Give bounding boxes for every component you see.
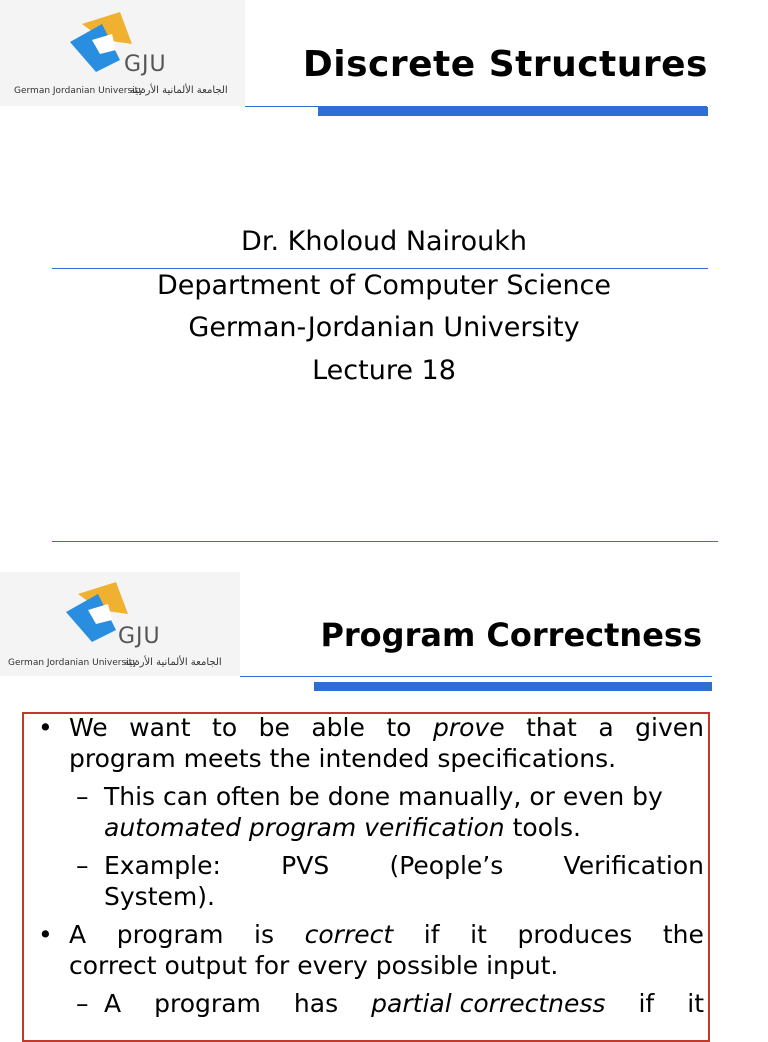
lecture-number: Lecture 18	[312, 355, 456, 386]
author-divider	[52, 268, 708, 269]
word: produces	[517, 920, 633, 949]
slide-title: Program Correctness	[320, 616, 702, 654]
logo-name-en: German Jordanian University	[14, 86, 144, 96]
sub-2-line-2: System).	[104, 882, 215, 911]
sub-3-line-1	[104, 988, 704, 1019]
word: a	[598, 713, 614, 742]
emphasis-phrase: automated program verification	[104, 813, 505, 842]
university-logo	[0, 572, 240, 676]
word: able	[311, 713, 365, 742]
word: (People’s	[389, 851, 504, 880]
bullet-marker: •	[38, 713, 53, 742]
emphasis-word: prove	[432, 713, 505, 742]
word: Verification	[563, 851, 704, 880]
word: to	[212, 713, 238, 742]
sub-1-line-2	[104, 812, 581, 843]
title-underline	[240, 676, 712, 677]
word: the	[662, 920, 704, 949]
word: given	[635, 713, 704, 742]
word: that	[526, 713, 577, 742]
logo-name-ar: الجامعة الألمانية الأردنية	[130, 85, 228, 96]
word: if	[638, 989, 655, 1018]
dash-marker: –	[76, 782, 89, 811]
author-name: Dr. Kholoud Nairoukh	[241, 226, 527, 257]
bullet-2-line-1	[69, 919, 704, 950]
emphasis-phrase: partial correctness	[371, 989, 606, 1018]
slide-title: Discrete Structures	[302, 44, 708, 85]
university-name: German-Jordanian University	[188, 312, 580, 343]
word: if	[423, 920, 440, 949]
title-accent-bar	[318, 107, 708, 116]
logo-name-ar: الجامعة الألمانية الأردنية	[124, 657, 222, 668]
logo-abbr: GJU	[124, 52, 167, 77]
university-logo	[0, 0, 245, 106]
word: A	[104, 989, 122, 1018]
title-accent-bar	[314, 682, 712, 691]
emphasis-word: correct	[304, 920, 394, 949]
logo-name-en: German Jordanian University	[8, 658, 138, 668]
logo-abbr: GJU	[118, 624, 161, 649]
dash-marker: –	[76, 851, 89, 880]
word: program	[116, 920, 224, 949]
word: Example:	[104, 851, 221, 880]
word: A	[69, 920, 87, 949]
word: program	[154, 989, 261, 1018]
slide-bottom-divider	[52, 541, 718, 542]
bullet-1-line-2: program meets the intended specifications.	[69, 744, 617, 773]
bullet-1-line-1	[69, 712, 704, 743]
bullet-marker: •	[38, 920, 53, 949]
word: want	[129, 713, 191, 742]
text: tools.	[504, 813, 581, 842]
word: to	[386, 713, 412, 742]
word: be	[258, 713, 290, 742]
dash-marker: –	[76, 989, 89, 1018]
department-name: Department of Computer Science	[156, 270, 612, 301]
word: PVS	[281, 851, 330, 880]
word: it	[470, 920, 487, 949]
sub-2-line-1	[104, 850, 704, 881]
bullet-2-line-2: correct output for every possible input.	[69, 951, 559, 980]
sub-1-line-1: This can often be done manually, or even by	[104, 782, 663, 811]
word: is	[254, 920, 275, 949]
word: has	[293, 989, 339, 1018]
word: it	[687, 989, 704, 1018]
word: We	[69, 713, 108, 742]
